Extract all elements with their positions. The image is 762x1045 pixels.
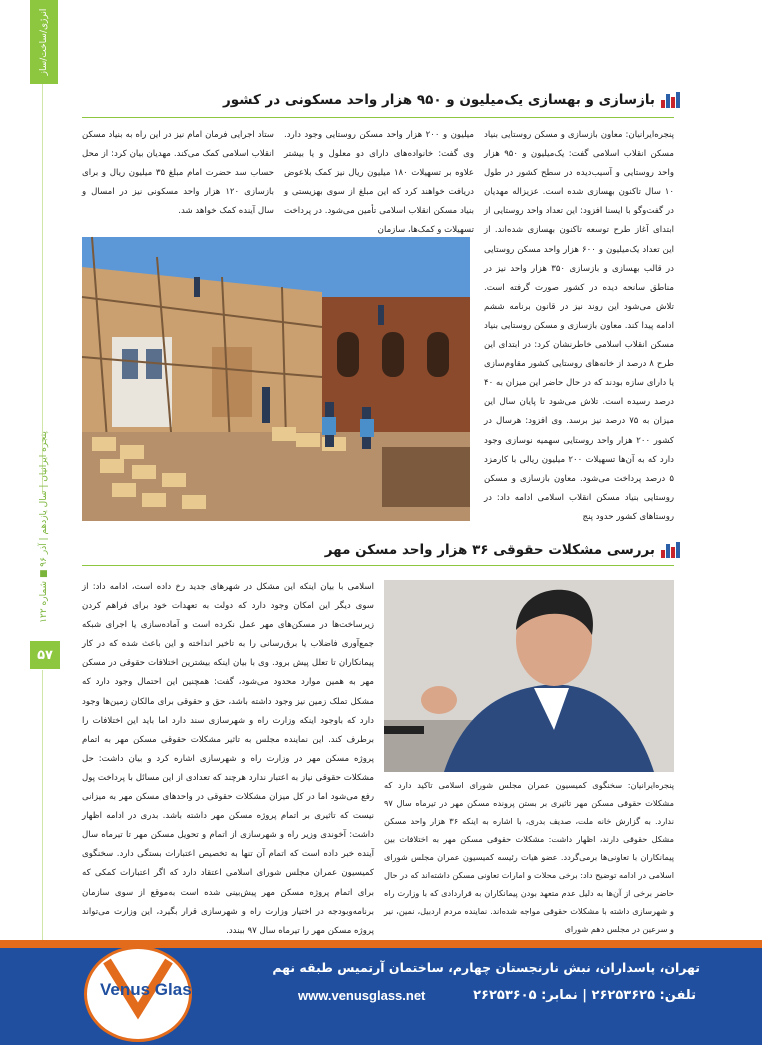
article1-column-right (484, 126, 674, 536)
article2-title: بررسی مشکلات حقوقی ۳۶ هزار واحد مسکن مهر (324, 542, 655, 558)
article2-header (324, 540, 680, 560)
bar-chart-icon (661, 92, 680, 108)
article1-title: بازسازی و بهسازی یک‌میلیون و ۹۵۰ هزار واحد مسکونی در کشور (223, 92, 655, 108)
article1-body-middle: میلیون و ۲۰۰ هزار واحد مسکن روستایی وجود دارد. وی گفت: خانواده‌های دارای دو معلول و یا بیشتر علاوه بر تسهیلات ۱۸۰ میلیون ریال نیز کمک بلاعوض دریافت خواهند کرد که این مبلغ از سوی بهزیستی و بنیاد مسکن انقلاب اسلامی تأمین می‌شود. در پرداخت تسهیلات و کمک‌ها، سازمان (284, 130, 474, 236)
speaker-photo (384, 580, 674, 772)
article1-body-left: ستاد اجرایی فرمان امام نیز در این راه به بنیاد مسکن انقلاب اسلامی کمک می‌کند. مهدیان بیان کرد: از محل حساب سد حضرت امام مبلغ ۳۵ میلیون ریال و برای بازسازی ۱۲۰ هزار واحد مسکونی نیز در امسال و سال آینده کمک خواهد شد. (82, 130, 274, 217)
ad-accent-stripe (0, 940, 762, 948)
article1-column-middle (284, 126, 474, 236)
article1-body-right: پنجره‌ایرانیان: معاون بازسازی و مسکن روستایی بنیاد مسکن انقلاب اسلامی گفت: یک‌میلیون و ۹۵۰ هزار واحد روستایی و آسیب‌دیده در سطح کشور در طول ۱۰ سال تاکنون بهسازی شده است. عزیزاله مهدیان در گفت‌وگو با ایسنا افزود: این تعداد واحد روستایی از ابتدای آغاز طرح توسعه تاکنون بهسازی شده‌اند. از این تعداد یک‌میلیون و ۶۰۰ هزار واحد مسکن روستایی در قالب بهسازی و بازسازی ۳۵۰ هزار واحد نیز در مناطق سانحه دیده در کشور صورت گرفته است. تلاش می‌شود این روند نیز در قانون برنامه ششم ادامه پیدا کند. معاون بازسازی و مسکن روستایی بنیاد مسکن انقلاب اسلامی خاطرنشان کرد: در ابتدای این طرح ۸ درصد از خانه‌های روستایی کشور مقاوم‌سازی یا دارای سازه بودند که در حال حاضر این میزان به ۴۰ درصد رسیده است. تلاش می‌شود تا پایان سال این میزان به ۷۵ درصد نیز برسد. وی افزود: هرسال در کشور ۲۰۰ هزار واحد روستایی سهمیه نوسازی وجود دارد که به آن‌ها تسهیلات ۲۰۰ میلیون ریالی با کارمزد ۵ درصد پرداخت می‌شود. معاون بازسازی و مسکن روستایی بنیاد مسکن انقلاب اسلامی ادامه داد: در روستاهای کشور حدود پنج (484, 130, 675, 522)
margin-rule-bottom (42, 670, 43, 940)
ad-phone: تلفن: ۲۶۲۵۳۶۲۵ | نمابر: ۲۶۲۵۳۶۰۵ (473, 988, 696, 1003)
section-tab (30, 0, 58, 84)
article2-column-right (384, 776, 674, 936)
section-tab-label: انرژی/ساخت/ساز (39, 8, 49, 76)
issue-info (28, 412, 60, 642)
construction-photo (82, 237, 470, 521)
bar-chart-icon (661, 542, 680, 558)
article1-rule (82, 117, 674, 118)
article2-intro: پنجره‌ایرانیان: سخنگوی کمیسیون عمران مجلس شورای اسلامی تاکید دارد که مشکلات حقوقی مسکن مهر تاثیری بر بستن پرونده مسکن مهر در تیرماه سال ۹۷ ندارد. به گزارش خانه ملت، صدیف بدری، با اشاره به اینکه ۳۶ هزار واحد مسکن مشکل حقوقی دارند، اظهار داشت: مشکلات حقوقی مسکن مهر به اختلافات بین پیمانکاران با تعاونی‌ها برمی‌گردد. عضو هیات رئیسه کمیسیون عمران مجلس شورای اسلامی در ادامه توضیح داد: برخی محلات و امارات تعاونی مسکن داشته‌اند که در حال حاضر برخی از آن‌ها به دلیل عدم متعهد بودن پیمانکاران به قراردادی که با وزارت راه و شهرسازی داشته با مشکلات حقوقی مواجه شده‌اند. نماینده مردم اردبیل، نمین، نیر و سرعین در مجلس دهم شورای (384, 780, 675, 934)
article2-column-left (82, 578, 374, 936)
article2-rule (82, 565, 674, 566)
issue-info-text: پنجره ایرانیان | سال یازدهم | آذر ۹۶ ■ شماره ۱۲۲ (39, 431, 49, 623)
page-number: ۵۷ (30, 641, 60, 669)
article1-header (223, 90, 680, 110)
ad-address: تهران، پاسداران، نبش نارنجستان چهارم، ساختمان آرتمیس طبقه نهم (272, 960, 700, 975)
article2-body: اسلامی با بیان اینکه این مشکل در شهرهای جدید رخ داده است، ادامه داد: از سوی دیگر این امکان وجود دارد که دولت به تعهدات خود برای فراهم کردن زیرساخت‌ها در مسکن‌های مهر عمل نکرده است و آماده‌سازی یا اجرای شبکه جمع‌آوری فاضلاب یا برق‌رسانی را به تاخیر انداخته و این باعث شده که در کار پیمانکاران تا تعلل پیش برود. وی با بیان اینکه بیشترین اختلافات حقوقی در مسکن مهر به همین موارد محدود می‌شود، گفت: همچنین این احتمال وجود دارد که مشکل تملک زمین نیز وجود داشته باشد، حق و حقوقی برای مالکان زمین‌ها وجود دارد که باوجود اینکه وزارت راه و شهرسازی سند دارد اما باید این اختلافات را برطرف کند. این نماینده مجلس به تاثیر مشکلات حقوقی مسکن مهر به اتمام پروژه مسکن مهر در وزارت راه و شهرسازی اشاره کرد و بیان داشت: حل مشکلات حقوقی نیاز به اعتبار ندارد هرچند که تعدادی از این مسائل با پرداخت پول رفع می‌شود اما در کل میزان مشکلات حقوقی در واحدهای مسکن مهر به میزانی نیست که تاثیری بر اتمام پروژه مسکن مهر داشته باشد. بدری در ادامه اظهار داشت: آخوندی وزیر راه و شهرسازی از اتمام و تحویل مسکن مهر تا تیرماه سال آینده خبر داده است که اتمام آن تنها به تخصیص اعتبارات بستگی دارد. سخنگوی کمیسیون عمران مجلس شورای اسلامی اعتقاد دارد که اگر اعتبارات کمکی که برای اتمام پروژه مسکن مهر پیش‌بینی شده است به‌موقع از سوی سازمان برنامه‌وبودجه در اختیار وزارت راه و شهرسازی قرار بگیرد، این وزارت می‌تواند پروژه مسکن مهر را تیرماه سال ۹۷ ببندد. (82, 582, 374, 936)
brand-name: Venus Glass (100, 980, 202, 999)
article1-column-left (82, 126, 274, 236)
construction-scene (82, 237, 470, 521)
ad-website-link[interactable]: www.venusglass.net (298, 988, 426, 1003)
speaker-portrait (384, 580, 674, 772)
